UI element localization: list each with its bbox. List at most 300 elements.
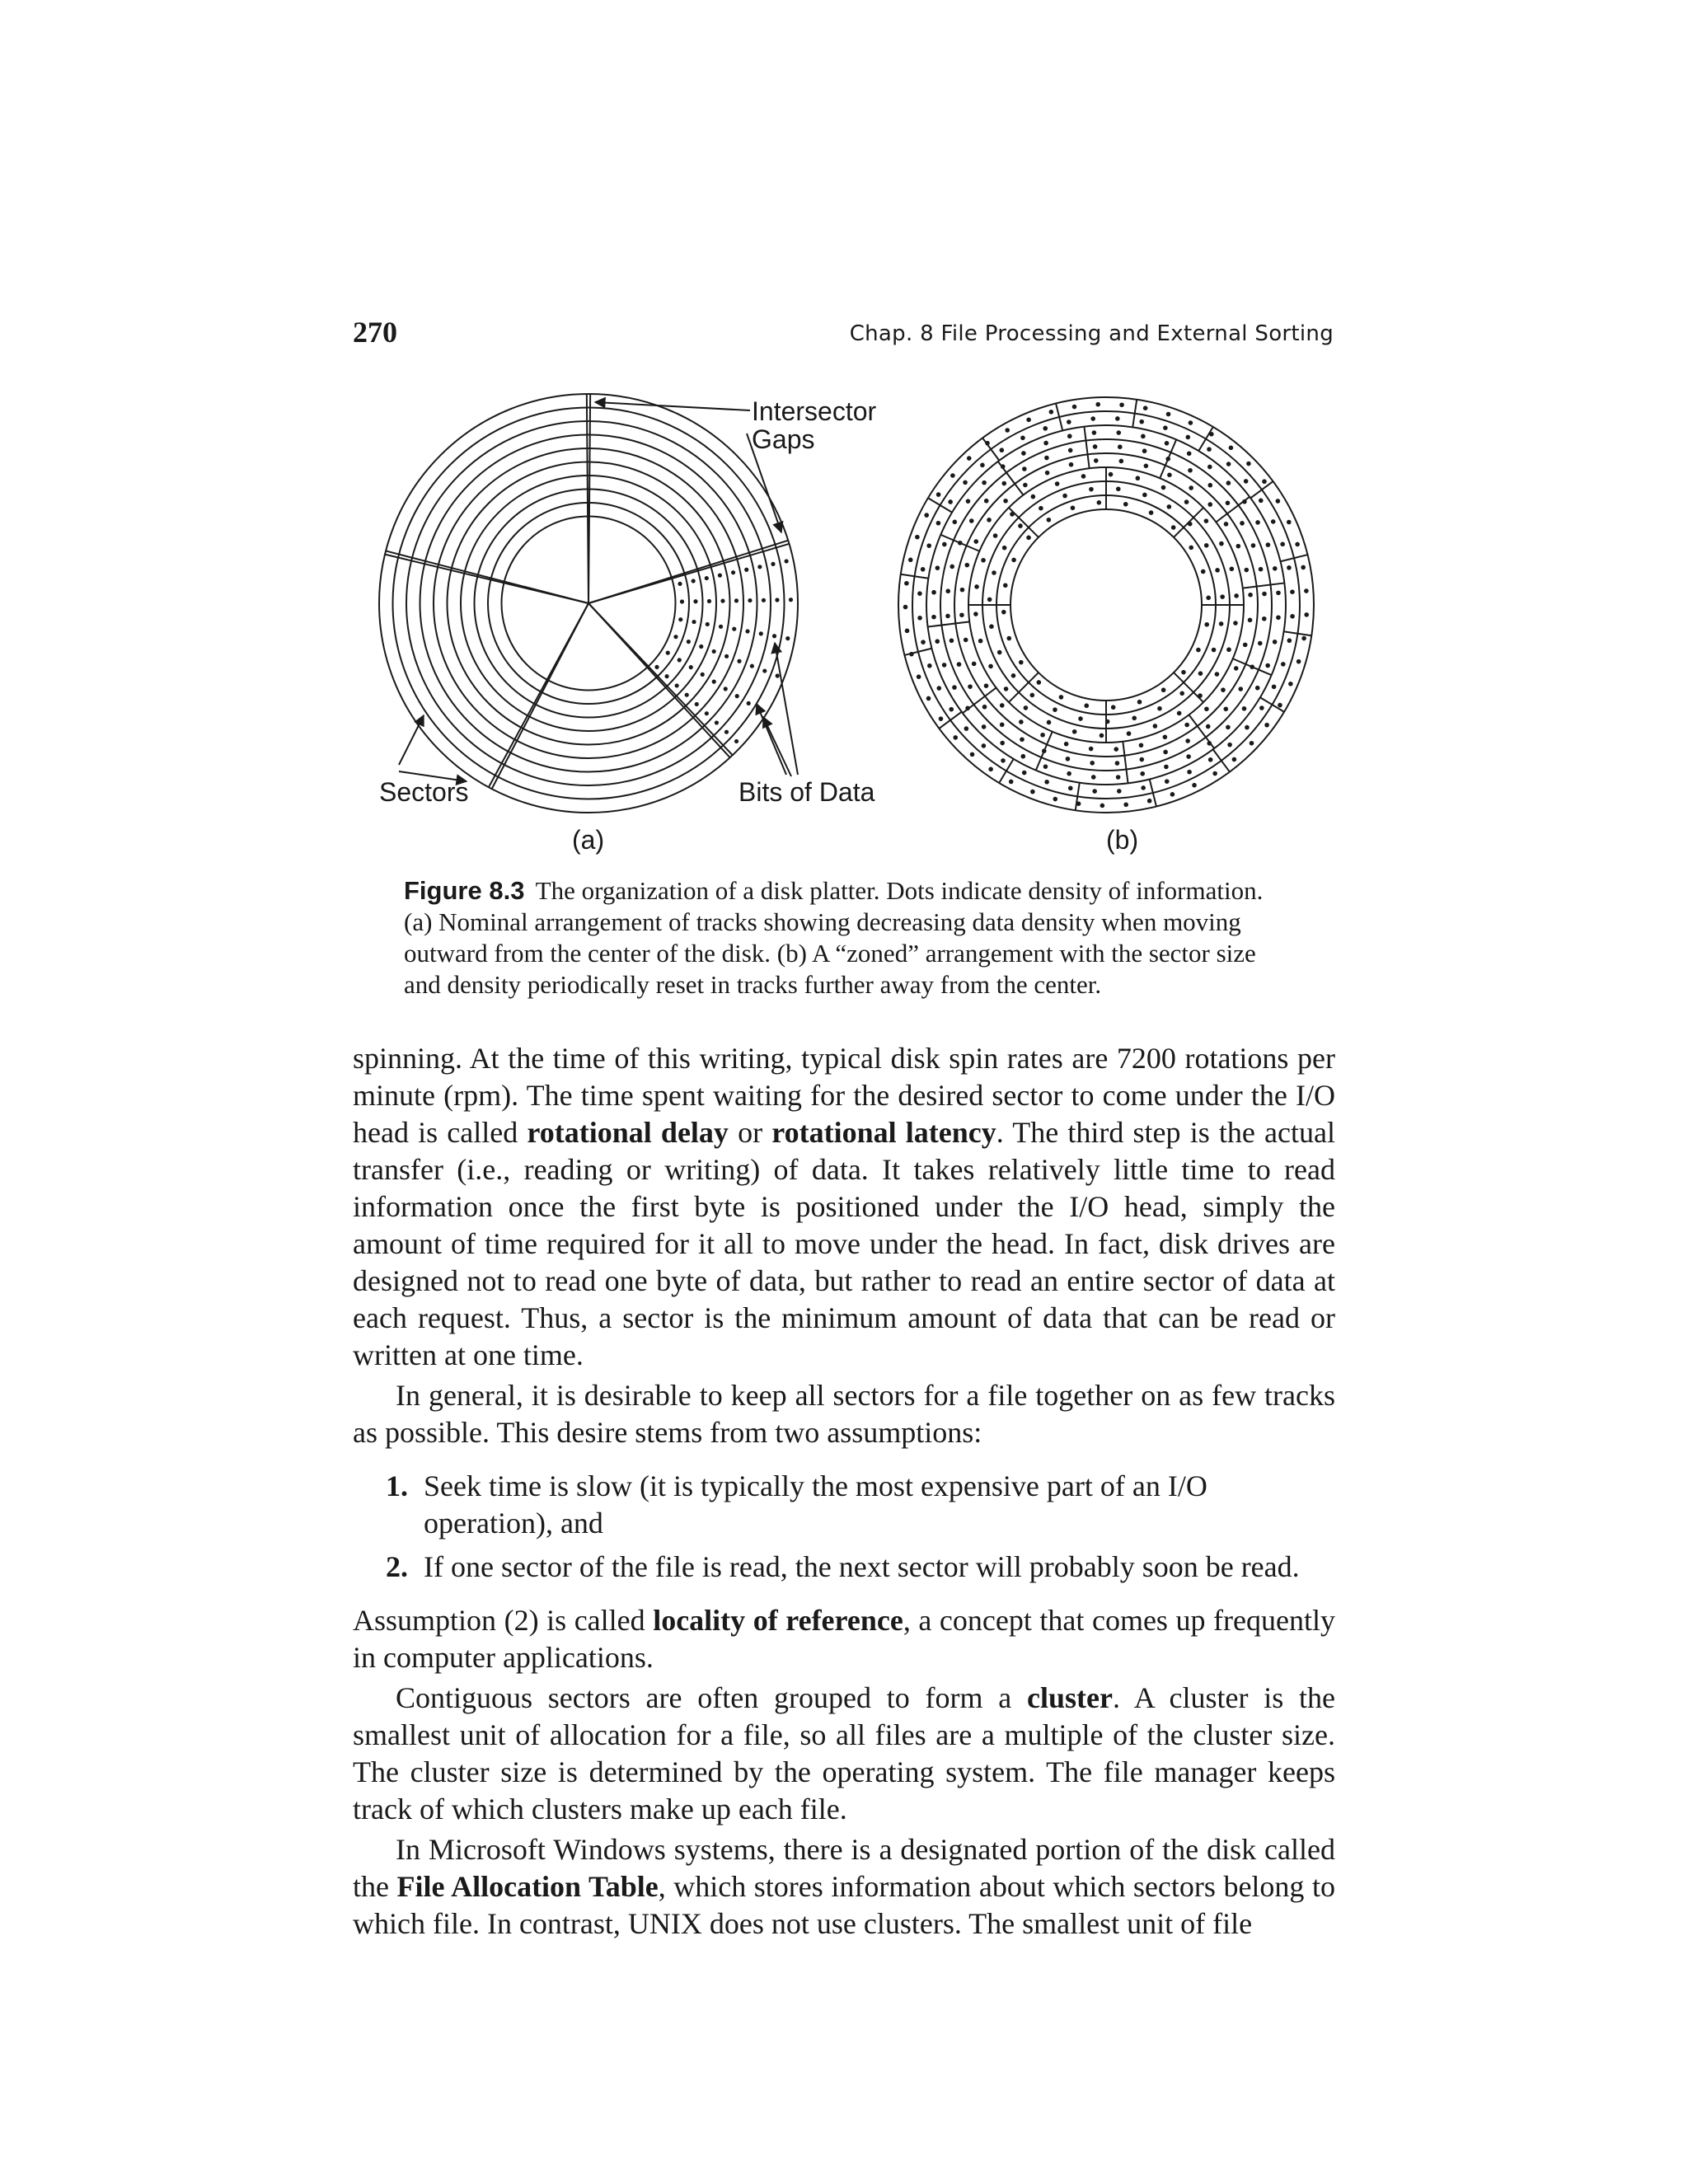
- data-bit-dot: [1000, 703, 1005, 708]
- data-bit-dot: [1276, 615, 1281, 620]
- label-bits-of-data: Bits of Data: [738, 777, 875, 807]
- data-bit-dot: [1219, 621, 1224, 626]
- data-bit-dot: [1000, 722, 1005, 727]
- data-bit-dot: [1139, 419, 1144, 424]
- data-bit-dot: [1019, 719, 1024, 724]
- data-bit-dot: [1223, 706, 1228, 711]
- data-bit-dot: [950, 639, 954, 644]
- term-rotational-delay: rotational delay: [527, 1116, 729, 1149]
- data-bit-dot: [1304, 588, 1309, 593]
- text-run: Contiguous sectors are often grouped to form a: [396, 1681, 1027, 1714]
- data-bit-dot: [757, 565, 762, 569]
- data-bit-dot: [982, 705, 987, 710]
- data-bit-dot: [972, 662, 977, 667]
- data-bit-dot: [1066, 757, 1071, 762]
- data-bit-dot: [1226, 647, 1231, 652]
- data-bit-dot: [1000, 448, 1005, 452]
- data-bit-dot: [984, 683, 989, 688]
- figure-caption: [404, 875, 1291, 1001]
- data-bit-dot: [1164, 765, 1169, 770]
- data-bit-dot: [1009, 780, 1014, 785]
- data-bit-dot: [1304, 612, 1309, 617]
- data-bit-dot: [1250, 741, 1254, 746]
- data-bit-dot: [719, 625, 723, 629]
- data-bit-dot: [1049, 410, 1054, 415]
- data-bit-dot: [1031, 494, 1036, 499]
- data-bit-dot: [959, 612, 964, 617]
- data-bit-dot: [950, 565, 954, 569]
- data-bit-dot: [1068, 448, 1073, 453]
- data-bit-dot: [1242, 499, 1247, 504]
- data-bit-dot: [1290, 589, 1295, 594]
- data-bit-dot: [1023, 483, 1028, 488]
- data-bit-dot: [973, 612, 978, 616]
- data-bit-dot: [1161, 687, 1166, 692]
- data-bit-dot: [1226, 462, 1231, 466]
- data-bit-dot: [1030, 693, 1035, 698]
- data-bit-dot: [1109, 472, 1114, 477]
- data-bit-dot: [967, 456, 972, 461]
- data-bit-dot: [707, 599, 711, 603]
- data-bit-dot: [927, 663, 932, 668]
- data-bit-dot: [1001, 481, 1006, 486]
- data-bit-dot: [948, 499, 953, 504]
- data-bit-dot: [1227, 743, 1232, 748]
- data-bit-dot: [921, 567, 926, 572]
- page-number: 270: [353, 316, 397, 349]
- data-bit-dot: [1143, 405, 1148, 410]
- data-bit-dot: [1204, 706, 1209, 711]
- data-bit-dot: [1092, 789, 1097, 794]
- data-bit-dot: [1047, 518, 1052, 523]
- data-bit-dot: [1092, 430, 1097, 435]
- data-bit-dot: [1091, 775, 1096, 780]
- data-bit-dot: [917, 616, 922, 621]
- data-bit-dot: [1188, 522, 1193, 527]
- data-bit-dot: [1019, 660, 1024, 665]
- data-bit-dot: [1264, 723, 1269, 728]
- sector-boundary: [928, 498, 952, 513]
- term-locality-of-reference: locality of reference: [653, 1604, 903, 1637]
- sector-boundary: [1250, 481, 1273, 498]
- data-bit-dot: [989, 624, 994, 629]
- data-bit-dot: [675, 683, 679, 687]
- data-bit-dot: [734, 739, 738, 743]
- data-bit-dot: [1018, 523, 1023, 528]
- data-bit-dot: [903, 605, 908, 610]
- data-bit-dot: [1245, 725, 1250, 730]
- data-bit-dot: [1081, 474, 1086, 479]
- data-bit-dot: [771, 562, 775, 566]
- data-bit-dot: [1076, 801, 1081, 806]
- caption-text: The organization of a disk platter. Dots indicate density of information. (a) Nominal arrangement of tracks showing decreasing data density when moving outward from the center of the disk. (b) A “zoned” arrangement with the sector size and density periodically reset in tracks further away from the center.: [404, 876, 1264, 999]
- data-bit-dot: [1147, 799, 1152, 804]
- data-bit-dot: [1296, 659, 1301, 664]
- data-bit-dot: [1246, 462, 1251, 466]
- data-bit-dot: [988, 767, 993, 772]
- sector-boundary: [1123, 742, 1128, 784]
- data-bit-dot: [762, 598, 766, 602]
- data-bit-dot: [1116, 486, 1121, 491]
- data-bit-dot: [1171, 525, 1176, 530]
- data-bit-dot: [1044, 780, 1049, 785]
- data-bit-dot: [908, 558, 913, 563]
- data-bit-dot: [1003, 499, 1008, 504]
- data-bit-dot: [1209, 432, 1214, 437]
- data-bit-dot: [926, 696, 931, 701]
- data-bit-dot: [1163, 425, 1168, 430]
- data-bit-dot: [1132, 715, 1137, 720]
- text-run: . The third step is the actual transfer (i.e., reading or writing) of data. It takes relatively little time to read information once the first byte is positioned under the I/O head, simply the amount of time required for it all to move under the head. In fact, disk drives are designed not to read one byte of data, but rather to read an entire sector of data at each request. Thus, a sector is the minimum amount of data that can be read or written at one time.: [353, 1116, 1335, 1371]
- data-bit-dot: [1011, 673, 1016, 678]
- data-bit-dot: [1248, 593, 1253, 598]
- data-bit-dot: [1230, 567, 1235, 572]
- disk-platter-figure: [363, 387, 1335, 865]
- data-bit-dot: [706, 622, 710, 626]
- term-cluster: cluster: [1026, 1681, 1113, 1714]
- data-bit-dot: [1105, 719, 1110, 724]
- data-bit-dot: [745, 629, 749, 633]
- data-bit-dot: [1207, 483, 1212, 488]
- data-bit-dot: [1053, 797, 1057, 802]
- data-bit-dot: [678, 617, 682, 621]
- data-bit-dot: [654, 665, 659, 669]
- disk-b-diagram: [898, 397, 1314, 813]
- assumption-list: [353, 1468, 1335, 1586]
- data-bit-dot: [1044, 456, 1049, 461]
- data-bit-dot: [945, 614, 950, 619]
- data-bit-dot: [1187, 770, 1192, 775]
- data-bit-dot: [1207, 741, 1212, 746]
- data-bit-dot: [1078, 716, 1083, 721]
- data-bit-dot: [705, 711, 709, 715]
- data-bit-dot: [1165, 457, 1170, 462]
- data-bit-dot: [1212, 771, 1217, 776]
- list-number: 2.: [386, 1550, 408, 1583]
- data-bit-dot: [1011, 558, 1016, 563]
- data-bit-dot: [731, 570, 735, 574]
- data-bit-dot: [1265, 663, 1270, 668]
- data-bit-dot: [1053, 707, 1057, 712]
- data-bit-dot: [1242, 706, 1247, 711]
- sector-boundary: [928, 621, 970, 626]
- data-bit-dot: [724, 730, 729, 734]
- data-bit-dot: [1229, 446, 1234, 451]
- data-bit-dot: [1206, 596, 1211, 601]
- data-bit-dot: [1002, 546, 1007, 551]
- sector-gap-line: [588, 603, 733, 755]
- data-bit-dot: [1040, 733, 1045, 738]
- data-bit-dot: [984, 499, 989, 504]
- data-bit-dot: [997, 650, 1002, 655]
- data-bit-dot: [1140, 771, 1145, 776]
- data-bit-dot: [1020, 737, 1025, 742]
- data-bit-dot: [1206, 724, 1211, 729]
- data-bit-dot: [1185, 435, 1190, 440]
- data-bit-dot: [982, 724, 987, 729]
- data-bit-dot: [678, 658, 682, 662]
- label-sub-a: (a): [572, 825, 605, 855]
- data-bit-dot: [775, 598, 779, 602]
- data-bit-dot: [985, 441, 990, 446]
- data-bit-dot: [1005, 428, 1010, 433]
- data-bit-dot: [1179, 691, 1184, 696]
- sector-gap-line: [587, 394, 588, 603]
- data-bit-dot: [1266, 542, 1271, 547]
- data-bit-dot: [1020, 435, 1025, 440]
- data-bit-dot: [1149, 510, 1154, 515]
- data-bit-dot: [785, 559, 789, 563]
- data-bit-dot: [1090, 761, 1095, 766]
- data-bit-dot: [1226, 480, 1231, 485]
- data-bit-dot: [1287, 638, 1292, 643]
- data-bit-dot: [1004, 687, 1009, 691]
- list-number: 1.: [386, 1469, 408, 1502]
- data-bit-dot: [1089, 487, 1094, 492]
- label-sectors: Sectors: [379, 777, 469, 807]
- data-bit-dot: [732, 627, 736, 631]
- data-bit-dot: [973, 539, 978, 544]
- data-bit-dot: [939, 716, 944, 721]
- paragraph-1: [353, 1040, 1335, 1374]
- data-bit-dot: [1094, 458, 1099, 463]
- data-bit-dot: [737, 659, 741, 663]
- data-bit-dot: [685, 693, 689, 697]
- data-bit-dot: [1071, 505, 1076, 510]
- data-bit-dot: [1115, 416, 1120, 421]
- data-bit-dot: [1163, 735, 1168, 740]
- data-bit-dot: [1201, 569, 1206, 574]
- list-item: [353, 1468, 1335, 1542]
- data-bit-dot: [1207, 447, 1212, 452]
- data-bit-dot: [992, 570, 996, 575]
- data-bit-dot: [1141, 785, 1146, 790]
- text-run: , a concept that comes up frequently in computer applications.: [353, 1604, 1335, 1674]
- data-bit-dot: [952, 685, 957, 690]
- data-bit-dot: [1090, 416, 1095, 421]
- list-item: [353, 1549, 1335, 1586]
- data-bit-dot: [1142, 493, 1147, 498]
- data-bit-dot: [1184, 723, 1189, 728]
- data-bit-dot: [687, 640, 691, 644]
- data-bit-dot: [1198, 671, 1203, 676]
- data-bit-dot: [1127, 731, 1132, 736]
- data-bit-dot: [1273, 566, 1278, 571]
- data-bit-dot: [982, 480, 987, 485]
- data-bit-dot: [1255, 686, 1260, 691]
- data-bit-dot: [673, 635, 678, 639]
- data-bit-dot: [712, 680, 716, 684]
- bits-leader: [763, 717, 791, 776]
- data-bit-dot: [988, 664, 993, 669]
- data-bit-dot: [1212, 648, 1217, 653]
- data-bit-dot: [1142, 448, 1147, 453]
- data-bit-dot: [1165, 779, 1170, 784]
- data-bit-dot: [715, 720, 719, 724]
- data-bit-dot: [952, 520, 957, 525]
- data-bit-dot: [1207, 465, 1212, 470]
- data-bit-dot: [953, 735, 958, 740]
- data-bit-dot: [1271, 519, 1276, 524]
- data-bit-dot: [1276, 499, 1281, 504]
- data-bit-dot: [987, 598, 992, 602]
- data-bit-dot: [1030, 790, 1035, 794]
- data-bit-dot: [970, 752, 975, 757]
- data-bit-dot: [1045, 471, 1050, 476]
- data-bit-dot: [1118, 444, 1123, 449]
- data-bit-dot: [1272, 684, 1277, 689]
- data-bit-dot: [1055, 481, 1060, 486]
- data-bit-dot: [1196, 648, 1201, 653]
- data-bit-dot: [1116, 775, 1121, 780]
- data-bit-dot: [1232, 757, 1237, 762]
- data-bit-dot: [772, 634, 776, 638]
- data-bit-dot: [1001, 464, 1006, 469]
- data-bit-dot: [909, 652, 914, 657]
- data-bit-dot: [724, 687, 728, 691]
- data-bit-dot: [1224, 522, 1229, 527]
- data-bit-dot: [1219, 541, 1224, 546]
- data-bit-dot: [1167, 472, 1172, 477]
- data-bit-dot: [1244, 568, 1249, 573]
- data-bit-dot: [1259, 705, 1264, 710]
- data-bit-dot: [1226, 725, 1231, 730]
- data-bit-dot: [1198, 693, 1203, 698]
- data-bit-dot: [1059, 695, 1064, 700]
- data-bit-dot: [1250, 664, 1254, 669]
- data-bit-dot: [747, 701, 751, 705]
- data-bit-dot: [942, 542, 947, 547]
- label-sub-b: (b): [1106, 825, 1139, 855]
- data-bit-dot: [1188, 468, 1193, 473]
- data-bit-dot: [1001, 758, 1006, 763]
- data-bit-dot: [776, 673, 780, 677]
- data-bit-dot: [1287, 520, 1292, 525]
- data-bit-dot: [1042, 748, 1047, 753]
- data-bit-dot: [1161, 485, 1166, 490]
- data-bit-dot: [993, 533, 998, 538]
- data-bit-dot: [1167, 504, 1172, 509]
- sector-boundary: [982, 438, 999, 460]
- data-bit-dot: [926, 543, 931, 548]
- data-bit-dot: [666, 651, 670, 655]
- data-bit-dot: [964, 638, 968, 643]
- data-bit-dot: [1189, 420, 1193, 425]
- data-bit-dot: [699, 644, 703, 649]
- data-bit-dot: [1153, 724, 1158, 729]
- data-bit-dot: [1089, 747, 1094, 752]
- sectors-leader: [399, 715, 424, 765]
- data-bit-dot: [692, 620, 696, 624]
- data-bit-dot: [1043, 426, 1048, 431]
- term-rotational-latency: rotational latency: [771, 1116, 996, 1149]
- data-bit-dot: [1141, 434, 1146, 439]
- data-bit-dot: [904, 581, 909, 586]
- data-bit-dot: [1187, 451, 1192, 456]
- text-run: spinning. At the time of this writing, typical disk spin rates are 7200 rotations per minute (rpm). The time spent waiting for the desired sector to come under the I/O head is called: [353, 1042, 1335, 1149]
- data-bit-dot: [1251, 543, 1256, 548]
- data-bit-dot: [1026, 418, 1031, 423]
- paragraph-4: [353, 1680, 1335, 1828]
- data-bit-dot: [1095, 402, 1100, 407]
- data-bit-dot: [1215, 672, 1220, 677]
- data-bit-dot: [1170, 792, 1175, 797]
- sector-boundary: [1243, 583, 1285, 588]
- data-bit-dot: [1258, 641, 1263, 646]
- data-bit-dot: [1140, 757, 1145, 762]
- data-bit-dot: [1281, 662, 1286, 667]
- data-bit-dot: [1186, 754, 1191, 759]
- data-bit-dot: [1295, 542, 1300, 547]
- data-bit-dot: [1244, 479, 1249, 484]
- data-bit-dot: [1064, 742, 1069, 747]
- paragraph-3: [353, 1602, 1335, 1676]
- data-bit-dot: [1069, 462, 1074, 467]
- data-bit-dot: [1189, 485, 1193, 490]
- sector-boundary: [999, 759, 1014, 783]
- list-text: If one sector of the file is read, the next sector will probably soon be read.: [424, 1550, 1300, 1583]
- data-bit-dot: [1022, 466, 1027, 471]
- data-bit-dot: [678, 582, 682, 586]
- data-bit-dot: [1068, 786, 1073, 791]
- data-bit-dot: [1226, 500, 1231, 505]
- data-bit-dot: [1111, 705, 1116, 710]
- data-bit-dot: [936, 521, 941, 526]
- data-bit-dot: [1010, 512, 1015, 517]
- data-bit-dot: [1114, 747, 1118, 752]
- data-bit-dot: [1248, 618, 1253, 623]
- data-bit-dot: [1043, 764, 1048, 769]
- data-bit-dot: [1255, 520, 1260, 525]
- data-bit-dot: [957, 662, 962, 667]
- data-bit-dot: [1221, 687, 1226, 692]
- data-bit-dot: [744, 568, 748, 572]
- data-bit-dot: [1067, 419, 1071, 424]
- sector-gap-line: [385, 555, 588, 603]
- data-bit-dot: [748, 598, 752, 602]
- data-bit-dot: [1238, 687, 1243, 691]
- data-bit-dot: [964, 563, 969, 568]
- running-head: Chap. 8 File Processing and External Sorting: [849, 321, 1334, 346]
- term-file-allocation-table: File Allocation Table: [396, 1870, 659, 1903]
- data-bit-dot: [695, 702, 699, 706]
- data-bit-dot: [1006, 636, 1011, 641]
- data-bit-dot: [1236, 544, 1241, 549]
- data-bit-dot: [1093, 444, 1098, 449]
- data-bit-dot: [1243, 643, 1248, 648]
- data-bit-dot: [1234, 593, 1239, 598]
- data-bit-dot: [1123, 802, 1128, 807]
- data-bit-dot: [759, 631, 763, 635]
- data-bit-dot: [958, 541, 963, 546]
- data-bit-dot: [1166, 412, 1171, 417]
- text-run: . A cluster is the smallest unit of allocation for a file, so all files are a multiple of the cluster size. The cluster size is determined by the operating system. The file manager keeps track of which clusters make up each file.: [353, 1681, 1335, 1825]
- data-bit-dot: [735, 694, 739, 698]
- data-bit-dot: [936, 686, 941, 691]
- data-bit-dot: [1184, 499, 1189, 504]
- data-bit-dot: [1021, 451, 1026, 456]
- data-bit-dot: [935, 639, 940, 644]
- data-bit-dot: [987, 518, 992, 523]
- body-text: [353, 1040, 1335, 1946]
- data-bit-dot: [1165, 441, 1170, 446]
- data-bit-dot: [978, 639, 983, 644]
- data-bit-dot: [1119, 402, 1124, 407]
- data-bit-dot: [1157, 706, 1162, 711]
- list-text: Seek time is slow (it is typically the most expensive part of an I/O operation), and: [424, 1469, 1207, 1540]
- data-bit-dot: [1000, 741, 1005, 746]
- data-bit-dot: [969, 518, 974, 523]
